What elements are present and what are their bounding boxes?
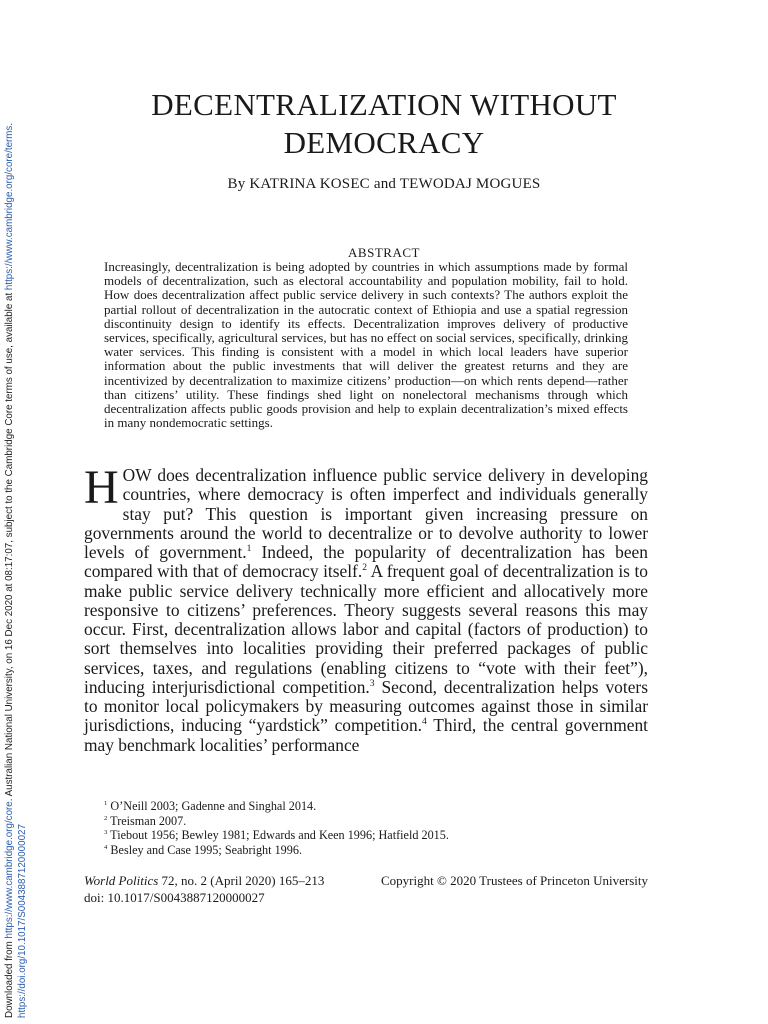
footnotes — [104, 799, 644, 857]
journal-citation: World Politics 72, no. 2 (April 2020) 165–213 — [84, 873, 325, 888]
footnote: $^4$ Besley and Case 1995; Seabright 1996. — [104, 842, 302, 857]
doi-link[interactable]: https://doi.org/10.1017/S0043887120000027 — [16, 824, 28, 1018]
footnote-ref[interactable]: 1 — [246, 543, 252, 555]
footnote: $^3$ Tiebout 1956; Bewley 1981; Edwards and Keen 1996; Hatfield 2015. — [104, 828, 449, 842]
copyright-notice: Copyright © 2020 Trustees of Princeton University — [381, 873, 648, 888]
footnote-ref[interactable]: 2 — [362, 562, 367, 574]
journal-name: World Politics — [84, 873, 159, 888]
article-title: DECENTRALIZATION WITHOUT DEMOCRACY — [151, 87, 617, 160]
author-byline: By KATRINA KOSEC and TEWODAJ MOGUES — [227, 176, 541, 192]
download-stamp — [4, 58, 29, 1018]
download-stamp-line1: Downloaded from https://www.cambridge.org/core. Australian National University, on 16 Dec 2020 at 08:17:07, subject to the Cambridge Core terms of use, available at https://www.cambridge.org/core/terms. — [4, 122, 15, 1018]
cambridge-core-link[interactable]: https://www.cambridge.org/core — [4, 801, 15, 939]
abstract-heading: ABSTRACT — [348, 245, 420, 260]
drop-cap: H — [84, 461, 119, 514]
abstract-text: Increasingly, decentralization is being adopted by countries in which assumptions made by formal models of decentralization, such as electoral accountability and population mobility, fail to hold. How does decentralization affect public service delivery in such contexts? The authors exploit the partial rollout of decentralization in the autocratic context of Ethiopia and use a spatial regression discontinuity design to identify its effects. Decentralization improves delivery of productive services, specifically, agricultural services, but has no effect on social services, specifically, drinking water services. This finding is consistent with a model in which local leaders have superior information about the public investments that will deliver the greatest returns and they are incentivized by decentralization to maximize citizens’ production—on which rents depend—rather than citizens’ utility. These findings shed light on nonelectoral mechanisms through which decentralization affects public goods provision and help to explain decentralization’s mixed effects in many nondemocratic settings. — [104, 259, 628, 431]
cambridge-terms-link[interactable]: https://www.cambridge.org/core/terms — [4, 125, 15, 291]
body-paragraph: HOW does decentralization influence public service delivery in developing countries, where democracy is often imperfect and individuals generally stay put? This question is important given increasing pressure on governments around the world to decentralize or to devolve authority to lower levels of government.$^1$ Indeed, the popularity of decentralization has been compared with that of democracy itself.$^2$ A frequent goal of decentralization is to make public service delivery technically more efficient and allocatively more responsive to citizens’ preferences. Theory suggests several reasons this may occur. First, decentralization allows labor and capital (factors of production) to sort themselves into localities providing their preferred packages of public services, taxes, and regulations (enabling citizens to “vote with their feet”), inducing interjurisdictional competition.$^3$ Second, decentralization helps voters to monitor local policymakers by measuring outcomes against those in similar jurisdictions, inducing “yardstick” competition.$^4$ Third, the central government may benchmark localities’ performance — [84, 461, 649, 755]
journal-citation-row — [84, 873, 648, 890]
footnote: $^2$ Treisman 2007. — [104, 813, 187, 828]
journal-info — [84, 873, 648, 906]
footnote: $^1$ O’Neill 2003; Gadenne and Singhal 2014. — [104, 799, 317, 813]
doi-text: doi: 10.1017/S0043887120000027 — [84, 889, 265, 905]
footnote-ref[interactable]: 4 — [422, 716, 427, 728]
download-stamp-line2 — [17, 58, 30, 1018]
footnote-ref[interactable]: 3 — [369, 677, 375, 689]
